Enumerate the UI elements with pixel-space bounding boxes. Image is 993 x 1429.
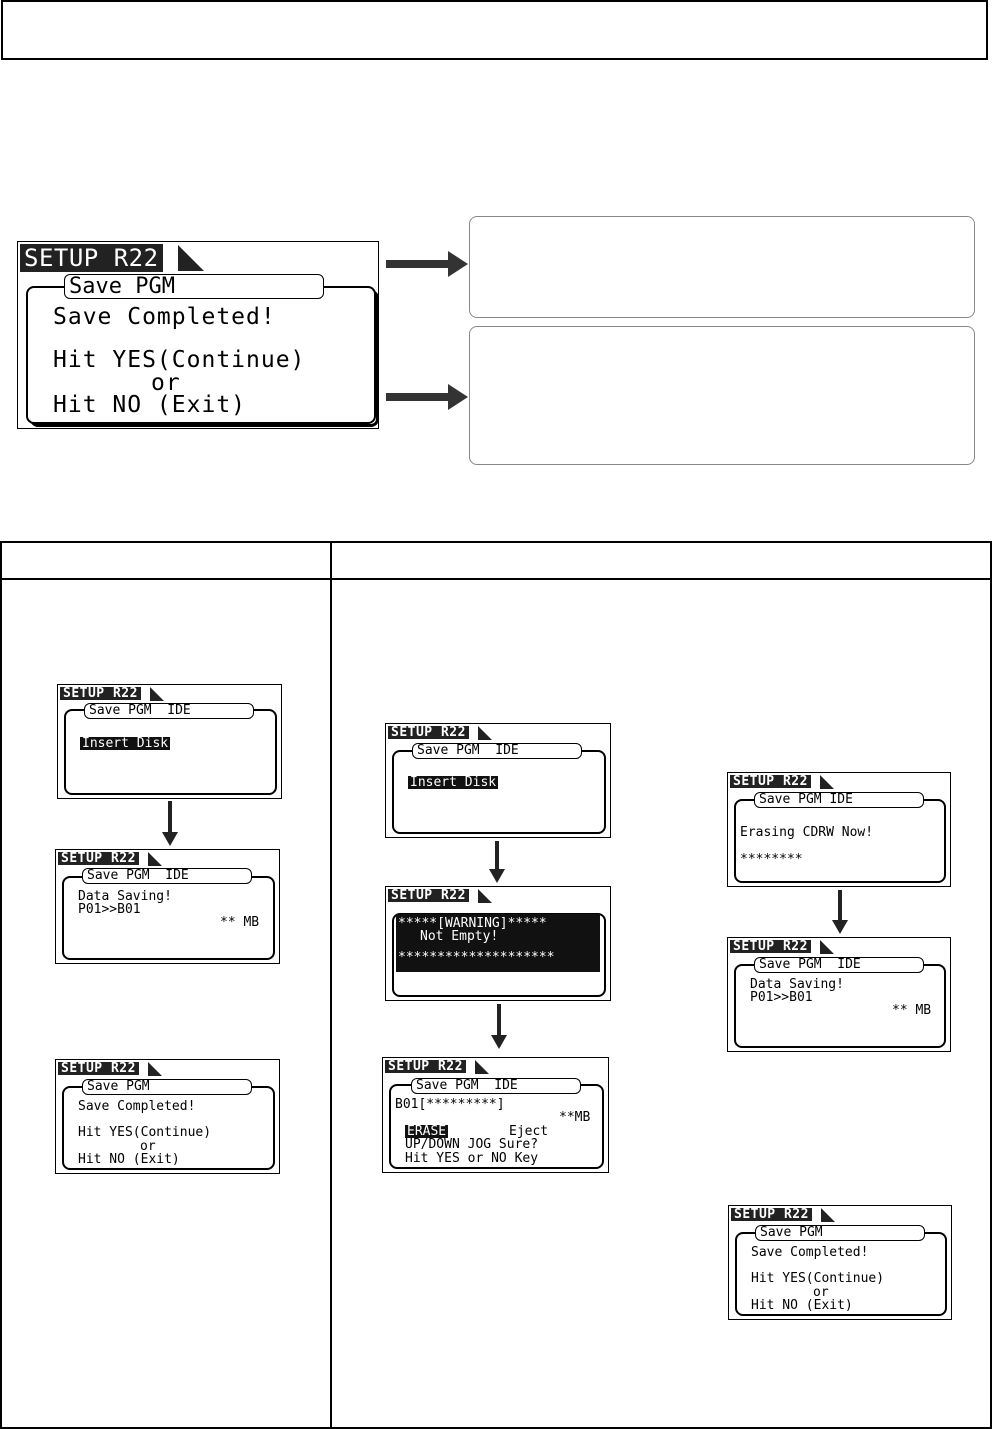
- lcd-line: P01>>B01: [750, 990, 813, 1005]
- tag-tail-icon: [178, 245, 204, 271]
- callout-box: [469, 326, 975, 465]
- lcd-line: Save Completed!: [78, 1099, 196, 1114]
- lcd-line: Hit YES(Continue): [78, 1125, 212, 1140]
- lcd-line: Data Saving!: [78, 889, 172, 904]
- lcd-line: Save Completed!: [53, 304, 276, 330]
- lcd-title: Save PGM: [82, 1079, 252, 1095]
- arrow-down-icon: [833, 890, 847, 934]
- erase-option: ERASE: [407, 1124, 447, 1139]
- lcd-tag: SETUP R22: [20, 244, 163, 272]
- lcd-line: Erasing CDRW Now!: [740, 825, 874, 840]
- lcd-title: Save PGM IDE: [412, 743, 582, 759]
- tag-tail-icon: [478, 726, 492, 740]
- lcd-line: Hit NO (Exit): [751, 1298, 853, 1313]
- lcd-title: Save PGM IDE: [84, 703, 254, 719]
- lcd-title: Save PGM: [64, 274, 324, 299]
- lcd-line: Hit YES(Continue): [751, 1271, 885, 1286]
- lcd-save-completed-small: [728, 1205, 952, 1320]
- lcd-frame: [734, 799, 946, 883]
- lcd-save-completed-small: [55, 1059, 280, 1174]
- lcd-tag: SETUP R22: [730, 940, 811, 953]
- lcd-erase-or-eject: [382, 1057, 609, 1173]
- lcd-frame: [64, 709, 277, 795]
- lcd-tag: SETUP R22: [385, 1060, 466, 1073]
- lcd-tag: SETUP R22: [731, 1208, 812, 1221]
- lcd-tag: SETUP R22: [388, 726, 469, 739]
- eject-option: Eject: [509, 1124, 549, 1139]
- table-column-divider: [330, 543, 332, 1427]
- arrow-right-icon: [386, 255, 468, 273]
- lcd-save-completed: [17, 241, 379, 429]
- lcd-insert-disk: [385, 723, 611, 838]
- tag-tail-icon: [820, 940, 834, 954]
- tag-tail-icon: [478, 889, 492, 903]
- lcd-line: Data Saving!: [750, 977, 844, 992]
- lcd-line: ** MB: [892, 1003, 932, 1018]
- tag-tail-icon: [475, 1060, 489, 1074]
- lcd-erasing-cdrw: [727, 772, 951, 887]
- lcd-tag: SETUP R22: [60, 687, 141, 700]
- lcd-title: Save PGM: [755, 1225, 925, 1241]
- lcd-line: Save Completed!: [751, 1245, 869, 1260]
- lcd-highlight: Insert Disk: [82, 736, 169, 751]
- lcd-data-saving: [55, 849, 280, 964]
- lcd-title: Save PGM IDE: [754, 957, 924, 973]
- lcd-insert-disk: [57, 684, 282, 799]
- lcd-tag: SETUP R22: [730, 775, 811, 788]
- callout-box: [469, 216, 975, 318]
- lcd-line: Not Empty!: [420, 929, 499, 944]
- lcd-line: or: [813, 1285, 829, 1300]
- lcd-line: ********************: [398, 950, 555, 965]
- lcd-title: Save PGM IDE: [82, 868, 252, 884]
- lcd-line: *****[WARNING]*****: [398, 916, 547, 931]
- arrow-down-icon: [163, 801, 177, 846]
- lcd-line: Hit YES or NO Key: [405, 1151, 539, 1166]
- table-header-divider: [2, 578, 990, 580]
- lcd-line: or: [151, 370, 181, 396]
- lcd-line: Hit NO (Exit): [78, 1152, 180, 1167]
- header-box: [1, 0, 988, 60]
- tag-tail-icon: [148, 1062, 162, 1076]
- arrow-down-icon: [492, 1004, 506, 1049]
- lcd-line: Hit YES(Continue): [53, 347, 306, 373]
- tag-tail-icon: [150, 687, 164, 701]
- lcd-tag: SETUP R22: [58, 852, 139, 865]
- tag-tail-icon: [148, 852, 162, 866]
- lcd-line: Hit NO (Exit): [53, 392, 247, 418]
- lcd-line: ** MB: [220, 915, 260, 930]
- lcd-frame: [392, 750, 606, 834]
- lcd-line: UP/DOWN JOG Sure?: [405, 1137, 539, 1152]
- lcd-line: ********: [740, 852, 803, 867]
- lcd-line: or: [140, 1139, 156, 1154]
- tag-tail-icon: [820, 775, 834, 789]
- lcd-line: B01[*********]: [395, 1097, 505, 1112]
- lcd-data-saving: [727, 937, 951, 1052]
- lcd-tag: SETUP R22: [58, 1062, 139, 1075]
- tag-tail-icon: [821, 1208, 835, 1222]
- lcd-tag: SETUP R22: [388, 889, 469, 902]
- lcd-title: Save PGM IDE: [754, 792, 924, 808]
- lcd-warning-not-empty: [385, 886, 611, 1001]
- lcd-line: P01>>B01: [78, 902, 141, 917]
- lcd-line: **MB: [559, 1110, 591, 1125]
- lcd-title: Save PGM IDE: [411, 1078, 581, 1094]
- arrow-right-icon: [386, 388, 468, 406]
- arrow-down-icon: [490, 841, 504, 883]
- lcd-highlight: Insert Disk: [410, 775, 497, 790]
